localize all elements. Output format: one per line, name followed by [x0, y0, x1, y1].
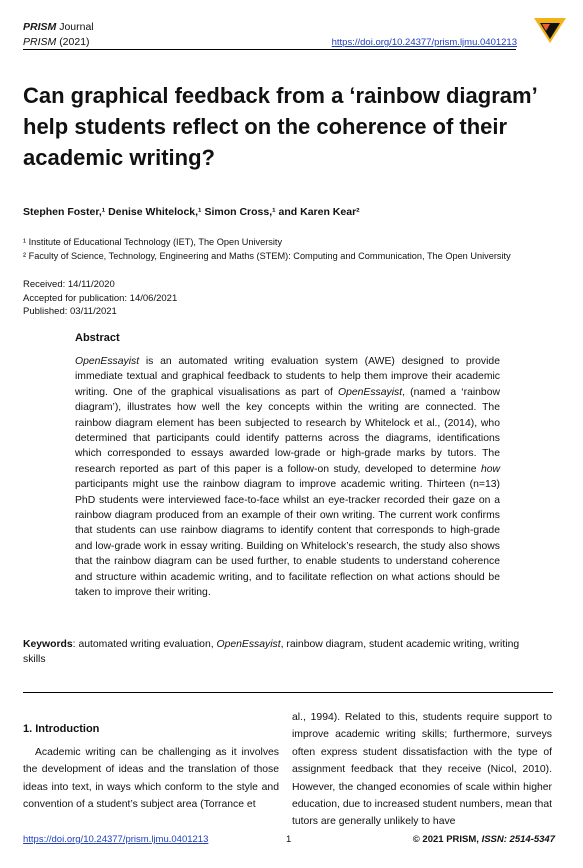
abstract-text-2: , (named a ‘rainbow diagram’), illustrates how well the key concepts within the writing are connected. The rainbow diagram element has been subjected to research by Whitelock et al., (2014), who determined that participants could identify patterns across the diagrams, identifications which corresponded to essays awarded low-grade or high-grade marks by tutors. The research reported as part of this paper is a follow-on study, developed to determine: [75, 386, 500, 475]
journal-year: [23, 36, 90, 49]
author-list: Stephen Foster,¹ Denise Whitelock,¹ Simon Cross,¹ and Karen Kear²: [23, 206, 360, 218]
abstract-italic-3: how: [480, 463, 500, 475]
keywords-italic: OpenEssayist: [216, 639, 281, 650]
header-divider: [23, 49, 516, 50]
section-divider: [23, 692, 553, 693]
abstract-heading: Abstract: [75, 332, 120, 344]
journal-brand-short: PRISM: [23, 36, 57, 48]
keywords-text-1: : automated writing evaluation,: [72, 639, 217, 650]
affiliation-1: ¹ Institute of Educational Technology (IET), The Open University: [23, 237, 283, 247]
received-date: Received: 14/11/2020: [23, 279, 115, 290]
keywords-label: Keywords: [23, 639, 73, 650]
affiliation-2: ² Faculty of Science, Technology, Engineering and Maths (STEM): Computing and Communication, The Open University: [23, 251, 511, 261]
page-number: 1: [286, 834, 292, 845]
journal-brand: PRISM: [23, 21, 57, 33]
keywords-text-2: , rainbow diagram, student academic writing, writing skills: [23, 639, 520, 666]
introduction-right-column: al., 1994). Related to this, students require support to improve academic writing skills; furthermore, surveys often express student dissatisfaction with the type of assignment feedback that they receive (Nicol, 2010). However, the changed economies of scale within higher education, due to increased student numbers, mean that tutors are generally unlikely to have: [292, 712, 552, 828]
accepted-date: Accepted for publication: 14/06/2021: [23, 293, 178, 304]
keywords: [23, 637, 543, 668]
issn-text: ISSN: 2514-5347: [481, 834, 555, 845]
abstract-italic-1: OpenEssayist: [75, 356, 140, 367]
abstract-body: [75, 354, 500, 601]
footer-copyright: [413, 834, 555, 845]
abstract-text-1: is an automated writing evaluation system (AWE) designed to provide immediate textual and graphical feedback to students to help them improve their academic writing. One of the graphical visualisations as part of: [75, 356, 500, 398]
footer-doi-link[interactable]: https://doi.org/10.24377/prism.ljmu.0401213: [23, 834, 209, 845]
journal-suffix: Journal: [59, 21, 94, 33]
introduction-heading: 1. Introduction: [23, 723, 100, 735]
introduction-left-column: [23, 744, 279, 814]
introduction-left-text: Academic writing can be challenging as it involves the development of ideas and the translation of those ideas into text, in ways which conform to the style and convention of a student’s subject area (Torrance et: [23, 747, 279, 811]
paper-title: Can graphical feedback from a ‘rainbow diagram’ help students reflect on the coherence of their academic writing?: [23, 83, 537, 170]
published-date: Published: 03/11/2021: [23, 306, 117, 317]
prism-logo-icon: [532, 15, 568, 45]
abstract-italic-2: OpenEssayist: [338, 386, 403, 398]
journal-name: [23, 21, 94, 34]
year-text: (2021): [59, 36, 90, 48]
abstract-text-3: participants might use the rainbow diagram to improve academic writing. Thirteen (n=13) PhD students were interviewed face-to-face whilst an eye-tracker recorded their gaze on a rainbow diagram produced from an example of their own writing. The current work confirms that students can use rainbow diagrams to identify content that corresponds to high-grade and low-grade work in essay writing. Building on Whitelock’s research, the study also shows that the rainbow diagram can be used further, to enable students to understand coherence and structure within academic writing, and to facilitate reflection on what actions should be taken to improve their writing.: [75, 479, 500, 599]
header-doi-link[interactable]: https://doi.org/10.24377/prism.ljmu.0401213: [331, 37, 517, 48]
copyright-text: © 2021 PRISM,: [412, 834, 482, 845]
